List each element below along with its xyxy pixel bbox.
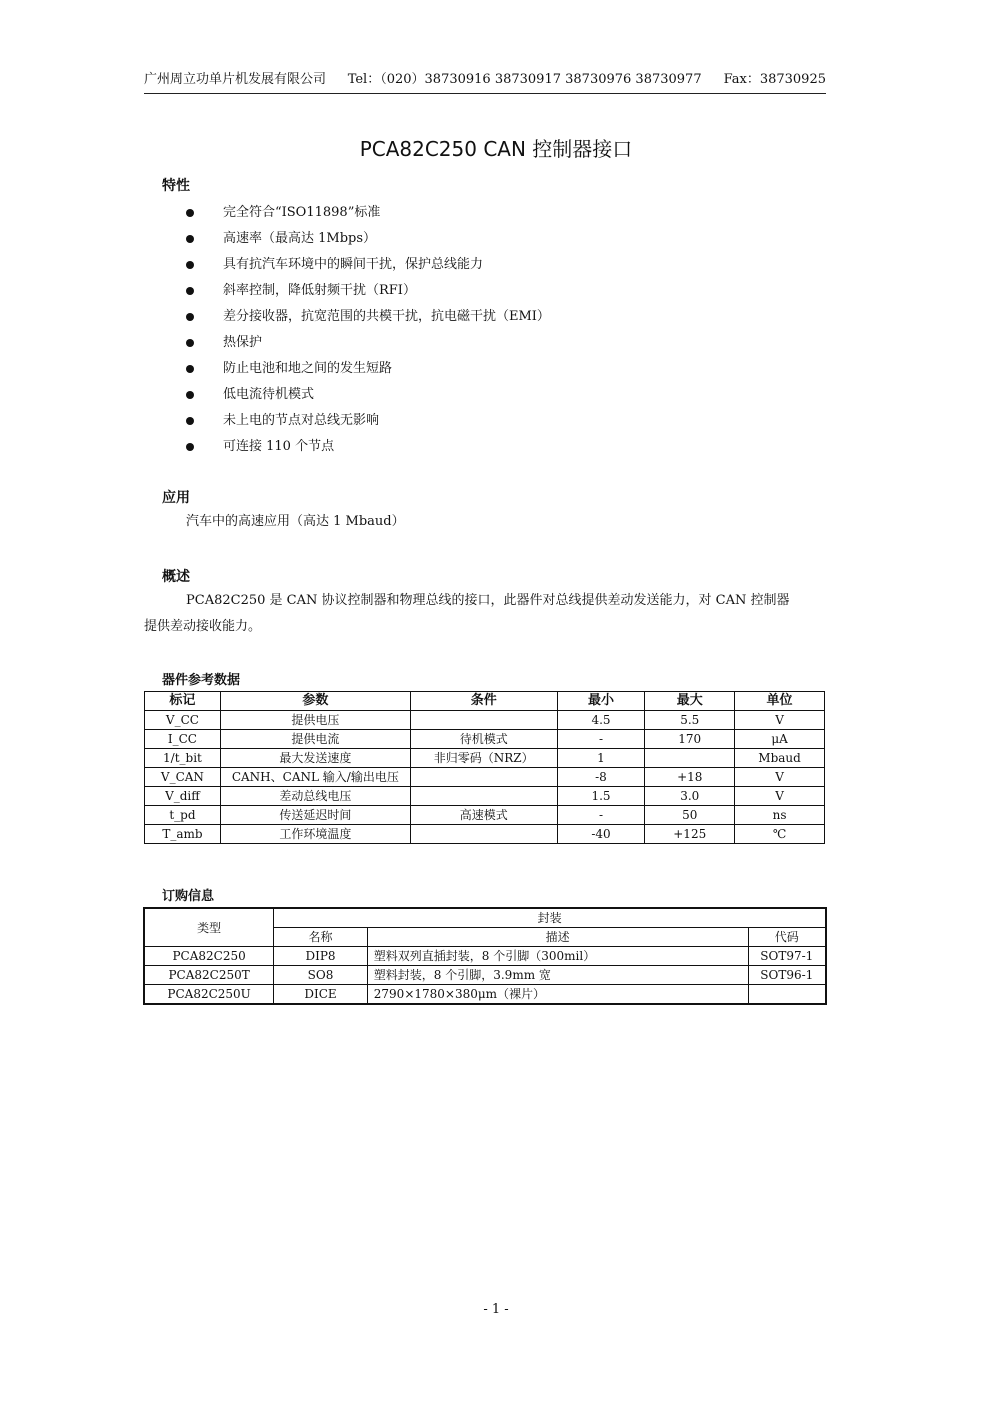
table-cell: 2790×1780×380μm（裸片） [367, 985, 748, 1005]
table-row [145, 768, 825, 787]
feature-text: 高速率（最高达 1Mbps） [223, 231, 377, 246]
table-cell: PCA82C250 [144, 947, 274, 966]
table-cell: 差动总线电压 [220, 787, 410, 806]
table-cell: 3.0 [645, 787, 735, 806]
table-cell: - [557, 730, 645, 749]
table-cell: -40 [557, 825, 645, 844]
table-cell: DICE [274, 985, 368, 1005]
table-cell: ℃ [735, 825, 825, 844]
table-cell: 塑料双列直插封装，8 个引脚（300mil） [367, 947, 748, 966]
table-cell: V [735, 768, 825, 787]
reference-table [144, 691, 825, 844]
table-cell: V_CC [145, 711, 221, 730]
feature-text: 完全符合“ISO11898”标准 [223, 205, 381, 220]
feature-item [186, 382, 550, 408]
application-text: 汽车中的高速应用（高达 1 Mbaud） [186, 514, 405, 529]
overview-heading: 概述 [162, 569, 190, 585]
reference-column-header: 单位 [735, 692, 825, 711]
bullet-icon [186, 287, 194, 295]
package-header: 封装 [274, 908, 826, 928]
table-row [145, 825, 825, 844]
ordering-table [143, 907, 827, 1005]
features-heading: 特性 [162, 178, 190, 194]
table-cell: T_amb [145, 825, 221, 844]
table-cell [645, 749, 735, 768]
table-cell: 最大发送速度 [220, 749, 410, 768]
table-cell: 非归零码（NRZ） [410, 749, 557, 768]
feature-item [186, 252, 550, 278]
table-row [145, 730, 825, 749]
table-cell: PCA82C250U [144, 985, 274, 1005]
table-cell: - [557, 806, 645, 825]
document-title: PCA82C250 CAN 控制器接口 [359, 137, 633, 161]
table-cell: 工作环境温度 [220, 825, 410, 844]
feature-text: 差分接收器，抗宽范围的共模干扰，抗电磁干扰（EMI） [223, 309, 550, 324]
fax: Fax：38730925 [723, 72, 826, 87]
table-cell [410, 787, 557, 806]
table-row [145, 806, 825, 825]
bullet-icon [186, 391, 194, 399]
table-cell: 待机模式 [410, 730, 557, 749]
table-cell: ns [735, 806, 825, 825]
feature-item [186, 200, 550, 226]
bullet-icon [186, 339, 194, 347]
table-cell: 提供电压 [220, 711, 410, 730]
feature-item [186, 408, 550, 434]
overview-line-2: 提供差动接收能力。 [144, 619, 262, 634]
table-cell: Mbaud [735, 749, 825, 768]
bullet-icon [186, 209, 194, 217]
table-cell: 4.5 [557, 711, 645, 730]
feature-text: 低电流待机模式 [223, 387, 315, 402]
page-header [144, 71, 826, 94]
feature-item [186, 434, 550, 460]
reference-column-header: 最大 [645, 692, 735, 711]
reference-column-header: 参数 [220, 692, 410, 711]
table-cell: V [735, 711, 825, 730]
feature-text: 防止电池和地之间的发生短路 [223, 361, 393, 376]
table-cell: V [735, 787, 825, 806]
reference-column-header: 标记 [145, 692, 221, 711]
feature-text: 未上电的节点对总线无影响 [223, 413, 380, 428]
package-column-header: 描述 [367, 928, 748, 947]
feature-text: 斜率控制，降低射频干扰（RFI） [223, 283, 416, 298]
table-cell: SO8 [274, 966, 368, 985]
table-cell: μA [735, 730, 825, 749]
table-cell: 塑料封装，8 个引脚，3.9mm 宽 [367, 966, 748, 985]
table-cell: 170 [645, 730, 735, 749]
telephone: Tel：（020）38730916 38730917 38730976 38730977 [347, 72, 702, 87]
table-cell [410, 768, 557, 787]
feature-text: 具有抗汽车环境中的瞬间干扰，保护总线能力 [223, 257, 484, 272]
feature-item [186, 278, 550, 304]
table-cell: t_pd [145, 806, 221, 825]
table-cell: 50 [645, 806, 735, 825]
table-row [145, 787, 825, 806]
table-row [144, 966, 826, 985]
table-row [144, 985, 826, 1005]
reference-header-row [145, 692, 825, 711]
table-cell: +125 [645, 825, 735, 844]
package-column-header: 名称 [274, 928, 368, 947]
features-list [186, 200, 550, 460]
ordering-heading: 订购信息 [162, 889, 215, 904]
table-cell: 5.5 [645, 711, 735, 730]
table-cell [410, 825, 557, 844]
table-cell: DIP8 [274, 947, 368, 966]
package-column-header: 代码 [748, 928, 826, 947]
table-cell: V_diff [145, 787, 221, 806]
table-cell: SOT96-1 [748, 966, 826, 985]
reference-column-header: 条件 [410, 692, 557, 711]
table-cell: 1/t_bit [145, 749, 221, 768]
reference-heading: 器件参考数据 [162, 673, 241, 688]
table-cell: 高速模式 [410, 806, 557, 825]
table-row [145, 711, 825, 730]
application-heading: 应用 [162, 490, 190, 506]
table-cell: SOT97-1 [748, 947, 826, 966]
overview-line-1: PCA82C250 是 CAN 协议控制器和物理总线的接口，此器件对总线提供差动发送能力，对 CAN 控制器 [186, 593, 790, 608]
table-cell: 传送延迟时间 [220, 806, 410, 825]
bullet-icon [186, 443, 194, 451]
bullet-icon [186, 261, 194, 269]
table-cell: CANH、CANL 输入/输出电压 [220, 768, 410, 787]
table-cell [748, 985, 826, 1005]
table-cell: 1.5 [557, 787, 645, 806]
table-row [145, 749, 825, 768]
table-cell: 提供电流 [220, 730, 410, 749]
table-cell: -8 [557, 768, 645, 787]
bullet-icon [186, 365, 194, 373]
bullet-icon [186, 417, 194, 425]
table-cell: 1 [557, 749, 645, 768]
feature-text: 热保护 [223, 335, 263, 350]
table-row [144, 947, 826, 966]
reference-column-header: 最小 [557, 692, 645, 711]
table-cell [410, 711, 557, 730]
page-number: - 1 - [483, 1302, 509, 1317]
table-cell: PCA82C250T [144, 966, 274, 985]
feature-item [186, 356, 550, 382]
bullet-icon [186, 235, 194, 243]
feature-item [186, 304, 550, 330]
company-name: 广州周立功单片机发展有限公司 [144, 72, 327, 87]
feature-text: 可连接 110 个节点 [223, 439, 335, 454]
bullet-icon [186, 313, 194, 321]
table-cell: V_CAN [145, 768, 221, 787]
table-cell: +18 [645, 768, 735, 787]
type-header: 类型 [144, 908, 274, 947]
feature-item [186, 226, 550, 252]
feature-item [186, 330, 550, 356]
table-cell: I_CC [145, 730, 221, 749]
